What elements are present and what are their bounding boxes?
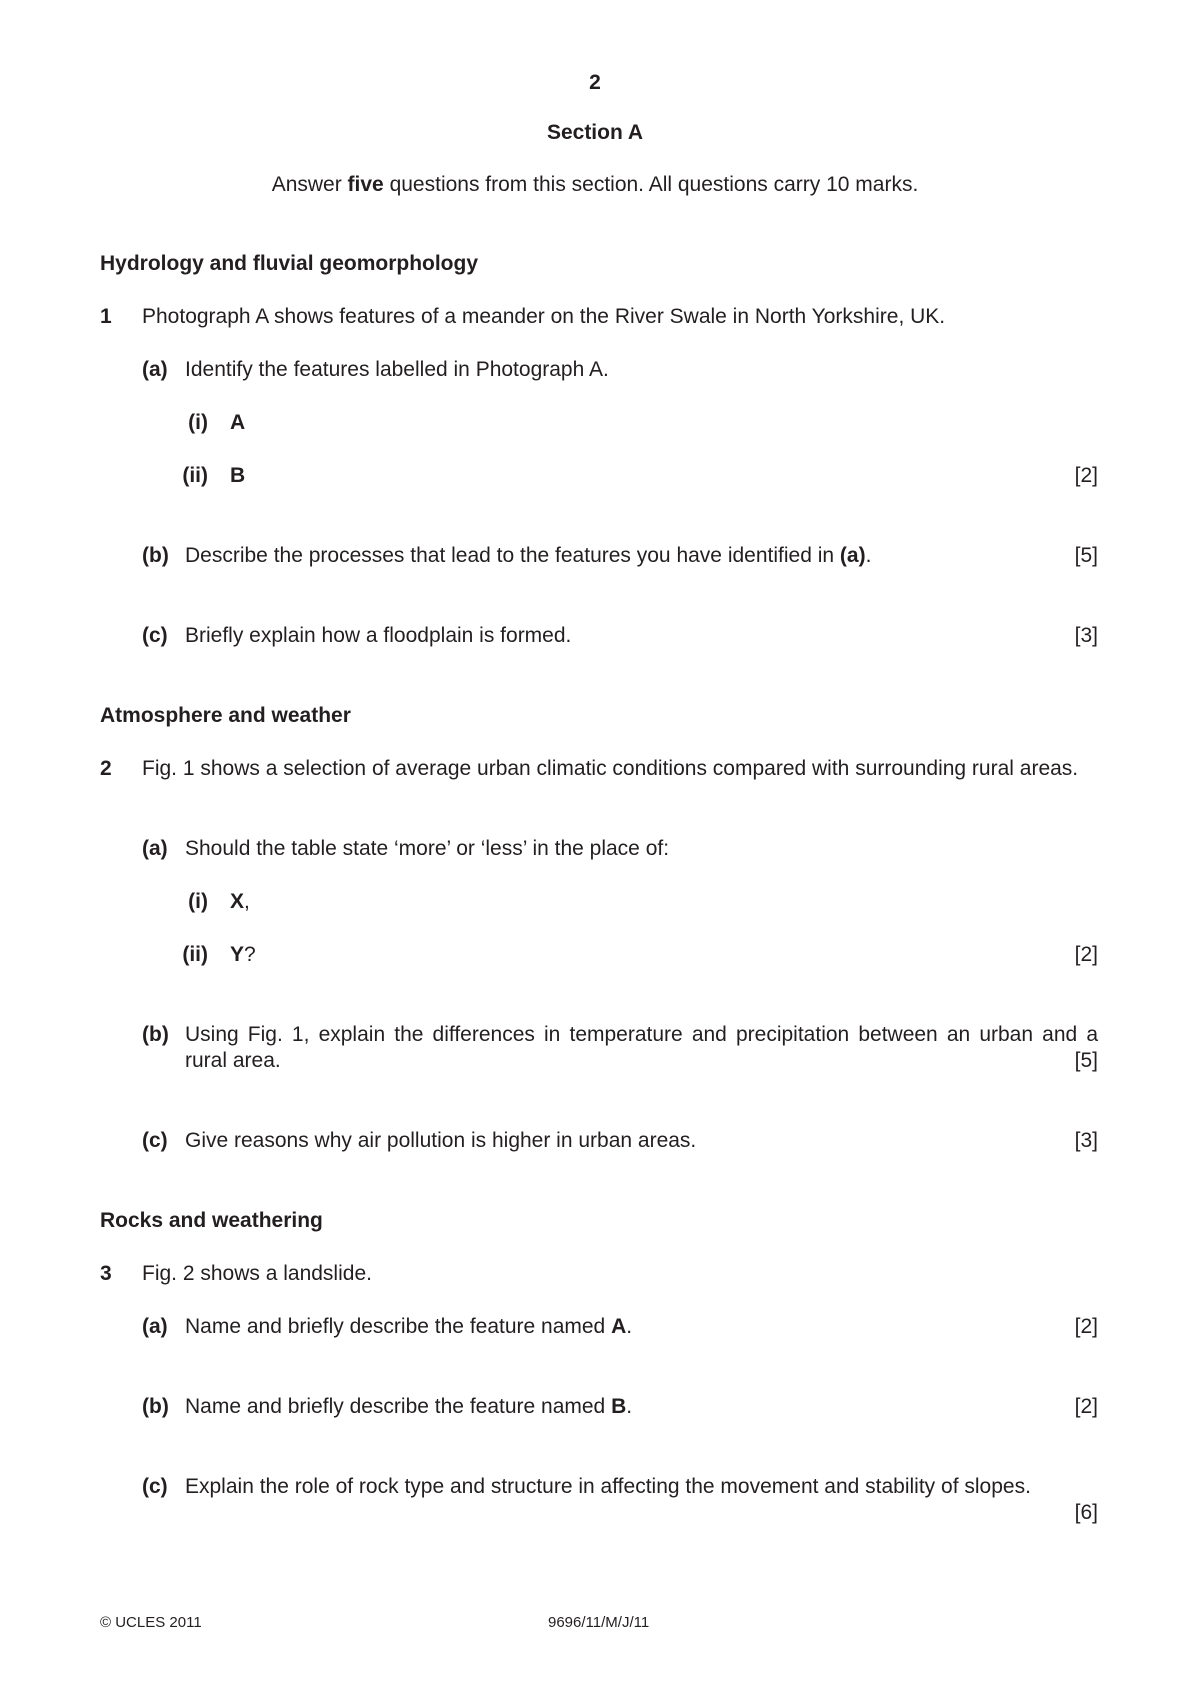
part-text	[185, 1314, 632, 1340]
part-text: Give reasons why air pollution is higher in urban areas.	[185, 1129, 697, 1152]
marks: [2]	[1074, 943, 1098, 966]
page-number: 2	[589, 71, 601, 94]
question-stem: Fig. 2 shows a landslide.	[142, 1262, 372, 1285]
subpart-text	[230, 889, 250, 915]
part-text-pre: Name and briefly describe the feature named	[185, 1315, 612, 1338]
question-stem: Fig. 1 shows a selection of average urban climatic conditions compared with surrounding rural areas.	[142, 757, 1079, 780]
topic-heading: Hydrology and fluvial geomorphology	[100, 252, 479, 275]
part-label: (c)	[142, 1475, 168, 1498]
question-number: 2	[100, 757, 112, 780]
part-text: Using Fig. 1, explain the differences in temperature and precipitation between an urban and a rural area.	[185, 1023, 1098, 1072]
question-number: 3	[100, 1262, 112, 1285]
topic-heading: Atmosphere and weather	[100, 704, 351, 727]
footer-copyright: © UCLES 2011	[100, 1614, 202, 1631]
subpart-text	[230, 942, 256, 968]
instructions-bold: five	[347, 173, 384, 196]
topic-heading: Rocks and weathering	[100, 1209, 323, 1232]
part-text: Identify the features labelled in Photograph A.	[185, 358, 609, 381]
part-label: (a)	[142, 837, 168, 860]
subpart-label: (i)	[188, 411, 208, 434]
part-text-pre: Describe the processes that lead to the features you have identified in	[185, 544, 840, 567]
part-text: Briefly explain how a floodplain is formed.	[185, 624, 572, 647]
part-text: Should the table state ‘more’ or ‘less’ in the place of:	[185, 837, 670, 860]
part-label: (a)	[142, 358, 168, 381]
marks: [2]	[1074, 1315, 1098, 1338]
part-text	[185, 1394, 632, 1420]
subpart-suffix: ,	[244, 890, 250, 913]
subpart-letter: Y	[230, 943, 245, 966]
section-title: Section A	[546, 121, 644, 144]
part-text	[185, 543, 871, 569]
part-text-bold: B	[611, 1395, 627, 1418]
marks: [5]	[1074, 1049, 1098, 1072]
part-label: (b)	[142, 1395, 169, 1418]
subpart-label: (ii)	[182, 943, 208, 966]
subpart-label: (i)	[188, 890, 208, 913]
part-label: (b)	[142, 1023, 169, 1046]
part-label: (c)	[142, 624, 168, 647]
marks: [6]	[1074, 1501, 1098, 1524]
marks: [2]	[1074, 464, 1098, 487]
question-number: 1	[100, 305, 112, 328]
subpart-suffix: ?	[244, 943, 256, 966]
marks: [3]	[1074, 1129, 1098, 1152]
subpart-label: (ii)	[182, 464, 208, 487]
part-text-post: .	[626, 1315, 633, 1338]
instructions-pre: Answer	[271, 173, 348, 196]
marks: [5]	[1074, 544, 1098, 567]
question-stem: Photograph A shows features of a meander on the River Swale in North Yorkshire, UK.	[142, 305, 946, 328]
part-text-post: .	[626, 1395, 633, 1418]
part-text-bold: A	[611, 1315, 627, 1338]
section-instructions	[0, 172, 1190, 198]
part-label: (c)	[142, 1129, 168, 1152]
part-label: (b)	[142, 544, 169, 567]
subpart-text: B	[230, 464, 246, 487]
instructions-post: questions from this section. All questions carry 10 marks.	[383, 173, 919, 196]
marks: [3]	[1074, 624, 1098, 647]
part-text-pre: Name and briefly describe the feature named	[185, 1395, 612, 1418]
part-label: (a)	[142, 1315, 168, 1338]
part-text: Explain the role of rock type and structure in affecting the movement and stability of slopes.	[185, 1475, 1031, 1498]
subpart-letter: X	[230, 890, 245, 913]
footer-code: 9696/11/M/J/11	[548, 1614, 650, 1631]
part-text-post: .	[865, 544, 872, 567]
subpart-text: A	[230, 411, 246, 434]
marks: [2]	[1074, 1395, 1098, 1418]
part-text-bold: (a)	[839, 544, 866, 567]
